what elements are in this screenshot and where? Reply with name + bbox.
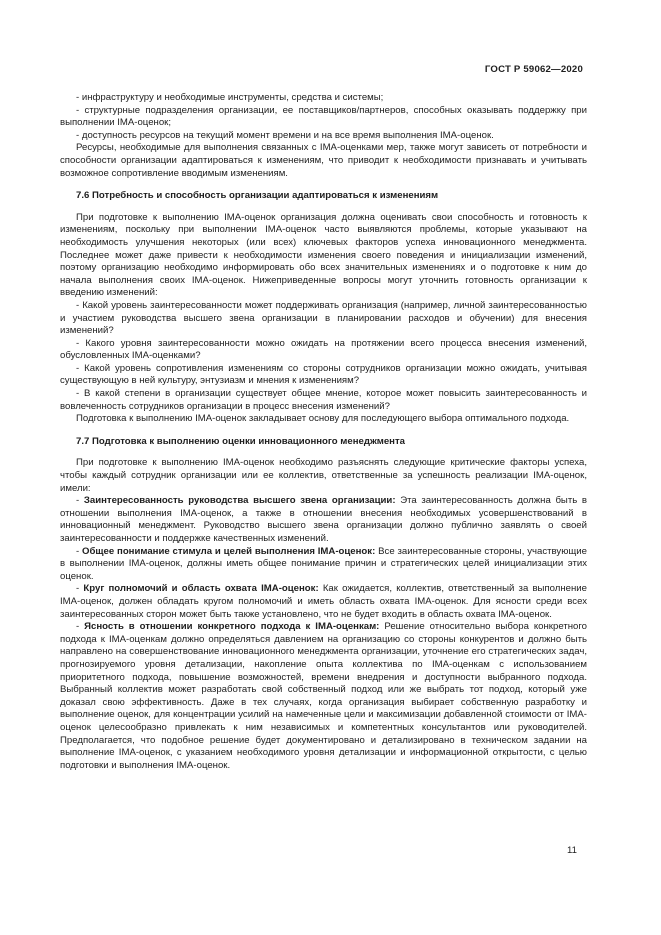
list-item: - структурные подразделения организации, ее поставщиков/партнеров, способных оказывать поддержку при выполнении IMA-оценок; bbox=[60, 104, 587, 129]
factor-term: Заинтересованность руководства высшего звена организации: bbox=[83, 495, 396, 507]
factor-term: Круг полномочий и область охвата IMA-оценок: bbox=[83, 583, 319, 595]
question-item: - Какой уровень заинтересованности может поддерживать организация (например, личной заинтересованностью и участием руководства высшего звена организации в планировании расходов и обучении) для внесения изменений? bbox=[60, 299, 587, 337]
section-heading-7-6: 7.6 Потребность и способность организации адаптироваться к изменениям bbox=[76, 190, 439, 202]
list-item: - инфраструктуру и необходимые инструменты, средства и системы; bbox=[76, 92, 384, 103]
list-item: - доступность ресурсов на текущий момент времени и на все время выполнения IMA-оценок. bbox=[76, 129, 494, 141]
question-item: - Какой уровень сопротивления изменениям со стороны сотрудников организации можно ожидать, учитывая существующую в ней культуру, энтузиазм и мнения к изменениям? bbox=[60, 362, 587, 387]
paragraph: Подготовка к выполнению IMA-оценок закладывает основу для последующего выбора оптимального подхода. bbox=[76, 413, 570, 425]
question-item: - Какого уровня заинтересованности можно ожидать на протяжении всего процесса внесения изменений, обусловленных IMA-оценками? bbox=[60, 337, 587, 362]
factor-item: - Ясность в отношении конкретного подхода к IMA-оценкам: Решение относительно выбора конкретного подхода к IMA-оценкам должно определяться давлением на организацию со стороны конкурентов и должно быть направлено на совершенствование инновационного менеджмента организации, уточнение его стратегических задач, прогнозируемого уровня детализации, накопление опыта коллектива по IMA-оценкам с использованием приоритетного подхода, повышение возможностей, времени внедрения и доступности выбранного подхода. Выбранный коллектив может разработать свой собственный подход или же выбрать тот подход, который уже доказал свою эффективность. Даже в тех случаях, когда организация выбирает собственную разработку и выполнение оценок, для концентрации усилий на намеченные цели и максимизации добавленной стоимости от IMA-оценок целесообразно привлекать к ним независимых и компетентных консультантов или руководителей. Предполагается, что подобное решение будет документировано и детализировано в техническом задании на выполнение IMA-оценок, с указанием необходимого уровня детализации и информационной открытости, с целью подготовки и выполнения IMA-оценок. bbox=[60, 621, 587, 771]
page-number: 11 bbox=[567, 845, 577, 856]
paragraph-resources: Ресурсы, необходимые для выполнения связанных с IMA-оценками мер, также могут зависеть от потребности и способности организации адаптироваться к изменениям, что приводит к необходимости признавать и учитывать возможное сопротивление вводимым изменениям. bbox=[60, 142, 587, 179]
paragraph: При подготовке к выполнению IMA-оценок необходимо разъяснять следующие критические факторы успеха, чтобы каждый сотрудник организации или ее коллектив, ответственные за успешность реализации IMA-оценок, имели: bbox=[60, 457, 587, 494]
factor-text: Все заинтересованные стороны, участвующие в выполнении IMA-оценок, должны иметь общее понимание причин и стратегических целей инициализации этих оценок. bbox=[60, 545, 587, 582]
factor-text: Эта заинтересованность должна быть в отношении выполнения IMA-оценок, а также в отношении внесения необходимых усовершенствований в инновационный менеджмент. Руководство высшего звена организации должно публично заявлять о своей заинтересованности и поддержке качественных изменений. bbox=[60, 495, 587, 544]
factor-item: - Заинтересованность руководства высшего звена организации: Эта заинтересованность должна быть в отношении выполнения IMA-оценок, а также в отношении внесения необходимых усовершенствований в инновационный менеджмент. Руководство высшего звена организации должно публично заявлять о своей заинтересованности и поддержке качественных изменений. bbox=[60, 495, 587, 544]
factor-item: - Общее понимание стимула и целей выполнения IMA-оценок: Все заинтересованные стороны, участвующие в выполнении IMA-оценок, должны иметь общее понимание причин и стратегических целей инициализации этих оценок. bbox=[60, 545, 587, 582]
document-body bbox=[60, 92, 587, 772]
factor-item: - Круг полномочий и область охвата IMA-оценок: Как ожидается, коллектив, ответственный за выполнение IMA-оценок, должен обладать кругом полномочий и иметь область охвата IMA-оценок. Для ясности среди всех заинтересованных сторон может быть также установлено, что не будет входить в область охвата IMA-оценок. bbox=[60, 583, 587, 620]
document-header-standard: ГОСТ Р 59062—2020 bbox=[484, 64, 583, 75]
factor-term: Общее понимание стимула и целей выполнения IMA-оценок: bbox=[82, 545, 376, 557]
question-item: - В какой степени в организации существует общее мнение, которое может повысить заинтересованность и вовлеченность сотрудников организации в процесс внесения изменений? bbox=[60, 388, 587, 412]
factor-term: Ясность в отношении конкретного подхода к IMA-оценкам: bbox=[84, 621, 380, 633]
factor-text: Как ожидается, коллектив, ответственный за выполнение IMA-оценок, должен обладать кругом полномочий и иметь область охвата IMA-оценок. Для ясности среди всех заинтересованных сторон может быть также установлено, что не будет входить в область охвата IMA-оценок. bbox=[60, 583, 587, 620]
factor-text: Решение относительно выбора конкретного подхода к IMA-оценкам должно определяться давлением на организацию со стороны конкурентов и должно быть направлено на совершенствование инновационного менеджмента организации, уточнение его стратегических задач, прогнозируемого уровня детализации, накопление опыта коллектива по IMA-оценкам с использованием приоритетного подхода, повышение возможностей, времени внедрения и доступности выбранного подхода. Выбранный коллектив может разработать свой собственный подход или же выбрать тот подход, который уже доказал свою эффективность. Даже в тех случаях, когда организация выбирает собственную разработку и выполнение оценок, для концентрации усилий на намеченные цели и максимизации добавленной стоимости от IMA-оценок целесообразно привлекать к ним независимых и компетентных консультантов или руководителей. Предполагается, что подобное решение будет документировано и детализировано в техническом задании на выполнение IMA-оценок, с указанием необходимого уровня детализации и информационной открытости, с целью подготовки и выполнения IMA-оценок. bbox=[60, 621, 587, 771]
paragraph: При подготовке к выполнению IMA-оценок организация должна оценивать свои способность и готовность к изменениям, поскольку при выполнении IMA-оценок часто выявляются проблемы, которые указывают на необходимость улучшения некоторых (или всех) ключевых факторов успеха инновационного менеджмента. Последнее может даже привести к необходимости изменения своего поведения и инициализации изменений, поэтому организацию необходимо информировать обо всех значительных изменениях и о подготовке к ним до начала выполнения своих IMA-оценок. Нижеприведенные вопросы могут уточнить готовность организации к введению изменений: bbox=[60, 211, 587, 299]
section-heading-7-7: 7.7 Подготовка к выполнению оценки инновационного менеджмента bbox=[76, 435, 406, 447]
